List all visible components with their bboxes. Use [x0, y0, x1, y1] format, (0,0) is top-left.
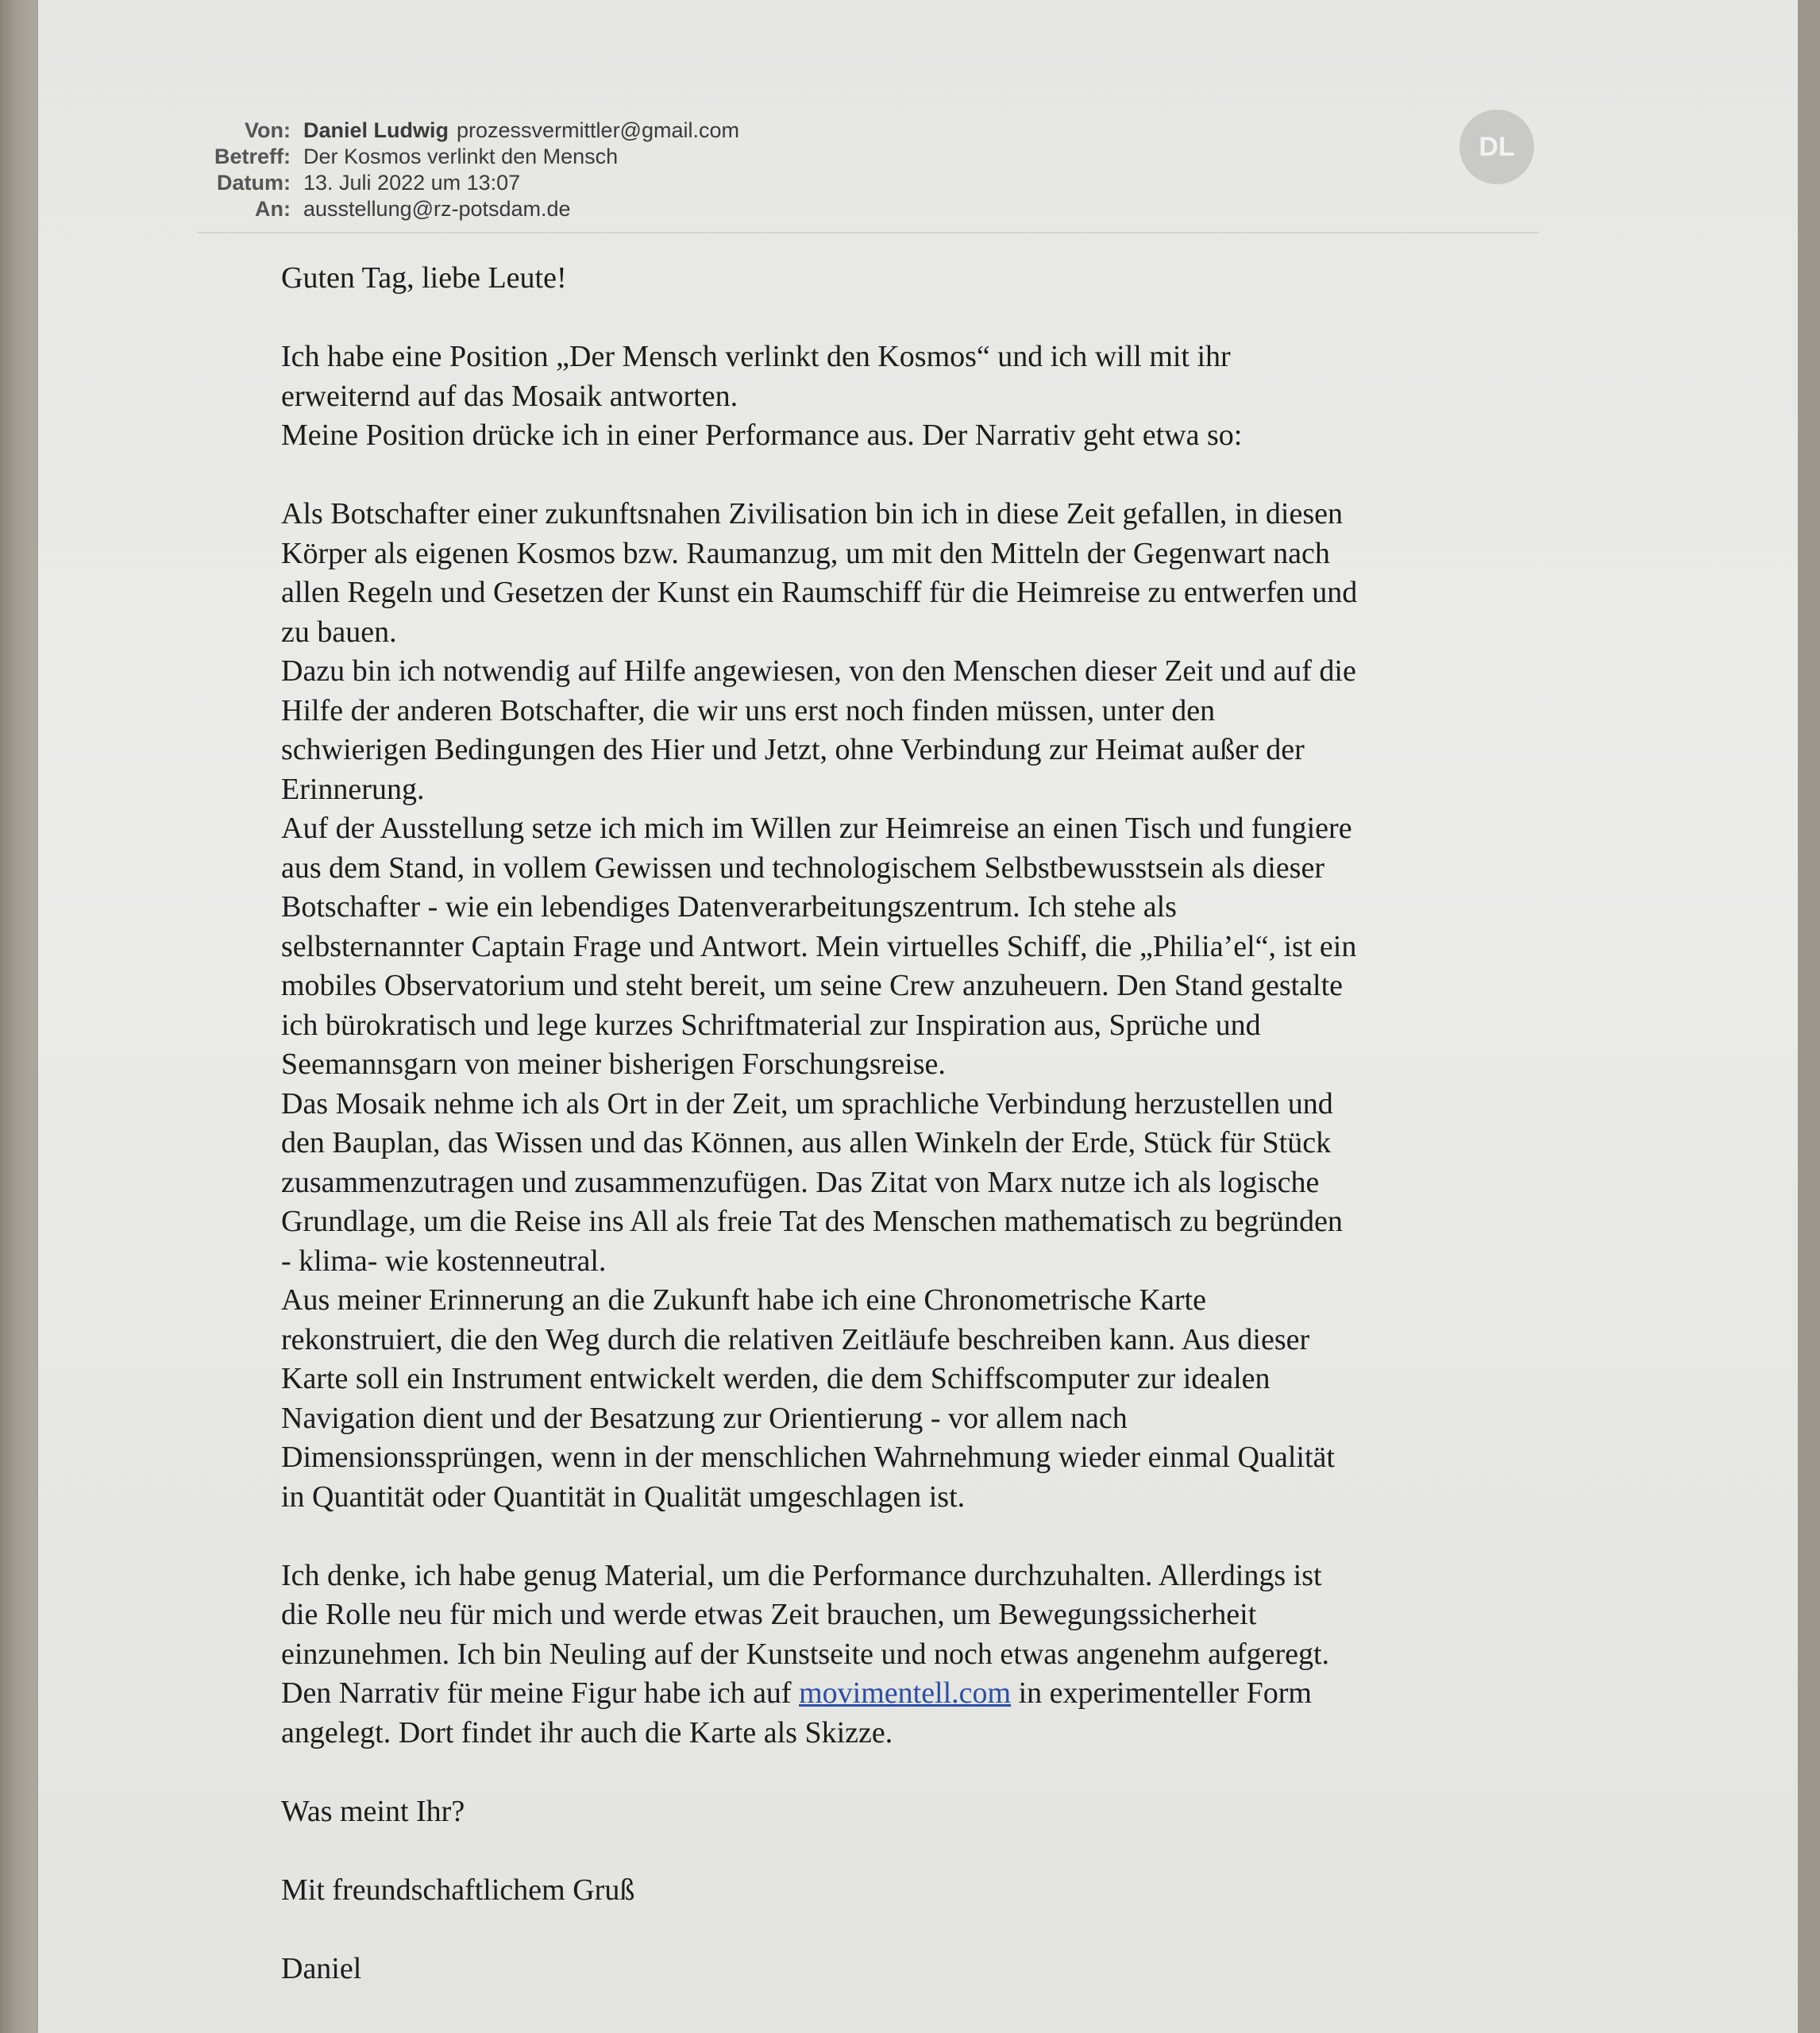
- greeting: Guten Tag, liebe Leute!: [281, 261, 567, 295]
- link-suffix-text: in experimenteller Form: [1011, 1676, 1312, 1710]
- body-line: aus dem Stand, in vollem Gewissen und technologischem Selbstbewusstsein als dieser: [281, 851, 1325, 885]
- paragraph-gap: [281, 1910, 1575, 1950]
- body-line: in Quantität oder Quantität in Qualität umgeschlagen ist.: [281, 1479, 966, 1514]
- from-label: Von:: [245, 118, 291, 142]
- body-line: selbsternannter Captain Frage und Antwort. Mein virtuelles Schiff, die „Philia’el“, ist ein: [281, 929, 1357, 963]
- email-body: [281, 259, 1575, 1989]
- paragraph-gap: [281, 1517, 1575, 1557]
- subject-label: Betreff:: [214, 145, 291, 168]
- paper-sheet: [38, 0, 1798, 2033]
- sender-avatar: DL: [1459, 110, 1534, 184]
- background-surface: [1798, 0, 1820, 2033]
- body-line: Ich denke, ich habe genug Material, um die Performance durchzuhalten. Allerdings ist: [281, 1558, 1322, 1592]
- body-line: zu bauen.: [281, 615, 397, 649]
- body-line: erweiternd auf das Mosaik antworten.: [281, 379, 738, 413]
- body-line: schwierigen Bedingungen des Hier und Jetzt, ohne Verbindung zur Heimat außer der: [281, 733, 1305, 766]
- body-line: Navigation dient und der Besatzung zur Orientierung - vor allem nach: [281, 1401, 1128, 1435]
- body-line-with-link: [281, 1674, 1575, 1714]
- to-label: An:: [255, 197, 291, 221]
- date-label: Datum:: [217, 171, 291, 195]
- body-line: Ich habe eine Position „Der Mensch verlinkt den Kosmos“ und ich will mit ihr: [281, 340, 1231, 373]
- body-line: den Bauplan, das Wissen und das Können, aus allen Winkeln der Erde, Stück für Stück: [281, 1126, 1332, 1159]
- body-line: Erinnerung.: [281, 772, 425, 806]
- body-line: Auf der Ausstellung setze ich mich im Willen zur Heimreise an einen Tisch und fungiere: [281, 812, 1352, 845]
- closing-line: Mit freundschaftlichem Gruß: [281, 1873, 635, 1907]
- body-line: allen Regeln und Gesetzen der Kunst ein Raumschiff für die Heimreise zu entwerfen und: [281, 576, 1358, 609]
- paragraph-gap: [281, 299, 1575, 338]
- body-line: Karte soll ein Instrument entwickelt werden, die dem Schiffscomputer zur idealen: [281, 1362, 1271, 1395]
- body-line: Hilfe der anderen Botschafter, die wir uns erst noch finden müssen, unter den: [281, 693, 1216, 727]
- paragraph-gap: [281, 456, 1575, 496]
- email-header: [165, 118, 739, 222]
- body-line: Als Botschafter einer zukunftsnahen Zivilisation bin ich in diese Zeit gefallen, in diesen: [281, 497, 1344, 530]
- body-line: Aus meiner Erinnerung an die Zukunft habe ich eine Chronometrische Karte: [281, 1283, 1206, 1317]
- body-line: angelegt. Dort findet ihr auch die Karte als Skizze.: [281, 1715, 893, 1749]
- paragraph-gap: [281, 1831, 1575, 1871]
- body-line: Meine Position drücke ich in einer Performance aus. Der Narrativ geht etwa so:: [281, 419, 1243, 452]
- body-line: zusammenzutragen und zusammenzufügen. Das Zitat von Marx nutze ich als logische: [281, 1165, 1320, 1199]
- body-line: Grundlage, um die Reise ins All als freie Tat des Menschen mathematisch zu begründen: [281, 1205, 1343, 1238]
- body-line: einzunehmen. Ich bin Neuling auf der Kunstseite und noch etwas angenehm aufgeregt.: [281, 1637, 1330, 1671]
- body-line: - klima- wie kostenneutral.: [281, 1244, 607, 1278]
- recipient-email: ausstellung@rz-potsdam.de: [303, 197, 571, 221]
- question-line: Was meint Ihr?: [281, 1794, 465, 1828]
- body-line: die Rolle neu für mich und werde etwas Zeit brauchen, um Bewegungssicherheit: [281, 1598, 1257, 1631]
- date-value: 13. Juli 2022 um 13:07: [303, 171, 521, 195]
- body-line: mobiles Observatorium und steht bereit, um seine Crew anzuheuern. Den Stand gestalte: [281, 969, 1344, 1002]
- header-divider: [197, 232, 1539, 233]
- header-from-row: [165, 118, 739, 144]
- body-line: Das Mosaik nehme ich als Ort in der Zeit, um sprachliche Verbindung herzustellen und: [281, 1086, 1333, 1121]
- signature: Daniel: [281, 1951, 362, 1985]
- header-date-row: [165, 170, 739, 196]
- paragraph-gap: [281, 1753, 1575, 1792]
- body-line: rekonstruiert, die den Weg durch die relativen Zeitläufe beschreiben kann. Aus dieser: [281, 1322, 1310, 1356]
- body-line: Seemannsgarn von meiner bisherigen Forschungsreise.: [281, 1047, 946, 1081]
- body-line: Dazu bin ich notwendig auf Hilfe angewiesen, von den Menschen dieser Zeit und auf die: [281, 654, 1356, 688]
- body-line: Dimensionssprüngen, wenn in der menschlichen Wahrnehmung wieder einmal Qualität: [281, 1441, 1335, 1474]
- header-subject-row: [165, 144, 739, 170]
- header-to-row: [165, 196, 739, 222]
- link-prefix-text: Den Narrativ für meine Figur habe ich auf: [281, 1676, 800, 1710]
- body-line: ich bürokratisch und lege kurzes Schriftmaterial zur Inspiration aus, Sprüche und: [281, 1008, 1261, 1042]
- sender-name: Daniel Ludwig: [303, 118, 449, 142]
- subject-value: Der Kosmos verlinkt den Mensch: [303, 145, 619, 168]
- website-link[interactable]: movimentell.com: [799, 1676, 1012, 1710]
- body-line: Botschafter - wie ein lebendiges Datenverarbeitungszentrum. Ich stehe als: [281, 890, 1177, 924]
- body-line: Körper als eigenen Kosmos bzw. Raumanzug, um mit den Mitteln der Gegenwart nach: [281, 536, 1330, 570]
- sender-email: prozessvermittler@gmail.com: [457, 118, 739, 142]
